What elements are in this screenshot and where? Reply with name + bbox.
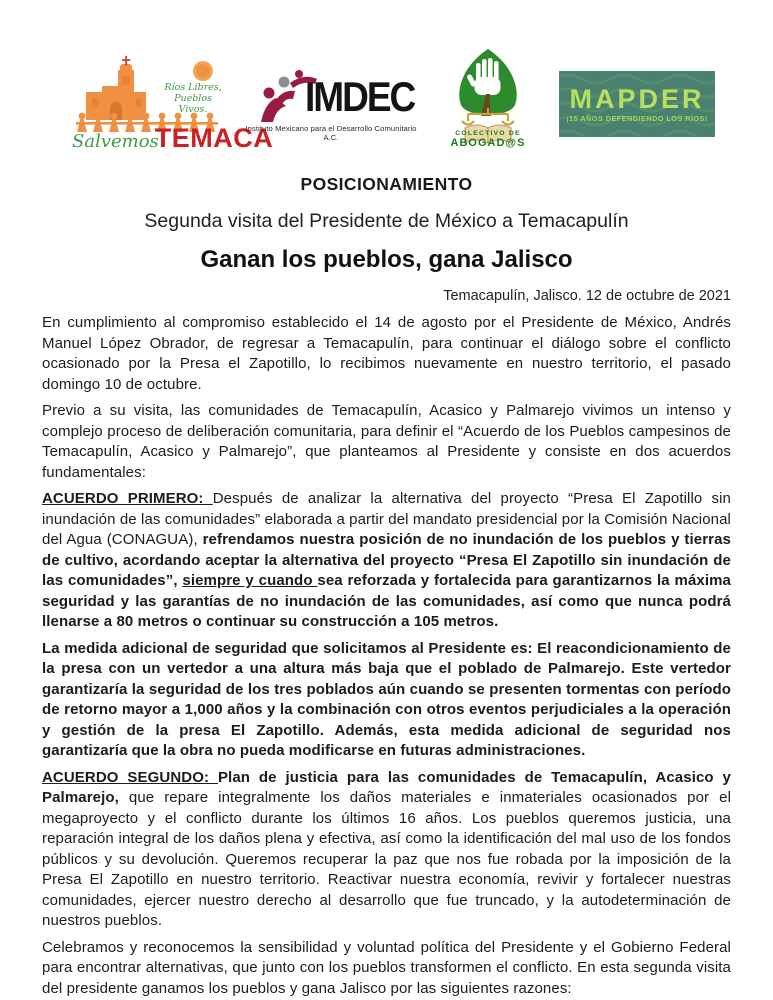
mapder-logo xyxy=(559,71,715,137)
paragraph-intro xyxy=(42,313,731,395)
imdec-full-name: Instituto Mexicano para el Desarrollo Comunitario A.C. xyxy=(245,124,417,142)
imdec-acronym: IMDEC xyxy=(305,74,415,120)
document-headline: Ganan los pueblos, gana Jalisco xyxy=(200,246,573,273)
logo-band xyxy=(72,48,715,160)
paragraph-celebramos-text: Celebramos y reconocemos la sensibilidad y voluntad política del Presidente y el Gobierno Federal para encontrar alternativas, que junto con los pueblos transformen el conflicto. En esta segunda visita del presidente ganamos los pueblos y gana Jalisco por las siguientes razones: xyxy=(42,938,731,997)
acuerdo-segundo-bold: Plan de justicia para las comunidades de Temacapulín, Acasico y Palmarejo, xyxy=(42,768,731,806)
abogados-line2: ABOGAD@S xyxy=(450,137,526,149)
temaca-slogan-line1: Ríos Libres, xyxy=(164,82,222,93)
acuerdo-segundo-label: ACUERDO SEGUNDO: xyxy=(42,768,218,786)
abogados-line1: COLECTIVO DE xyxy=(455,130,521,137)
paragraph-acuerdo-primero xyxy=(42,489,731,633)
temaca-name: TEMACA xyxy=(154,123,274,153)
paragraph-previo-text: Previo a su visita, las comunidades de Temacapulín, Acasico y Palmarejo vivimos un intenso y complejo proceso de deliberación comunitaria, para definir el “Acuerdo de los Pueblos campesinos de Temacapulín, Acasico y Palmarejo”, que planteamos al Presidente y consiste en dos acuerdos fundamentales: xyxy=(42,402,731,481)
temaca-wordmark xyxy=(72,123,273,154)
paragraph-intro-text: En cumplimiento al compromiso establecido el 14 de agosto por el Presidente de México, Andrés Manuel López Obrador, de regresar a Temacapulín, para continuar el diálogo sobre el conflicto ocasionado por la Presa el Zapotillo, lo recibimos nuevamente en nuestro territorio, el pasado domingo 10 de octubre. xyxy=(42,314,731,393)
paragraph-medida-text: La medida adicional de seguridad que solicitamos al Presidente es: El reacondicionamiento de la presa con un vertedor a una altura más baja que el poblado de Palmarejo. Este vertedor garantizaría la seguridad de los tres poblados aún cuando se presenten tormentas con período de retorno mayor a 1,000 años y la combinación con otros eventos perjudiciales a la operación y gestión de la presa El Zapotillo. Además, esta medida adicional de seguridad nos garantizaría que la obra no pueda modificarse en futuras administraciones. xyxy=(42,639,731,759)
imdec-logo xyxy=(245,60,417,148)
mapder-name: MAPDER xyxy=(569,83,705,114)
acuerdo-primero-regular: Después de analizar la alternativa del proyecto “Presa El Zapotillo sin inundación de las comunidades” elaborada a partir del mandato presidencial por la Comisión Nacional del Agua (CONAGUA), xyxy=(42,490,732,548)
acuerdo-primero-underline: siempre y cuando xyxy=(182,572,318,589)
acuerdo-primero-bold-2: sea reforzada y fortalecida para garantizarnos la máxima seguridad y las garantías de no inundación de las comunidades, así como que nunca podrá llenarse a 80 metros o continuar su construcción a 105 metros. xyxy=(42,572,731,630)
temaca-slogan-line2: Pueblos Vivos. xyxy=(174,93,212,115)
acuerdo-primero-label: ACUERDO PRIMERO: xyxy=(42,490,213,507)
body-text xyxy=(42,313,731,999)
abogados-logo xyxy=(438,48,538,160)
dateline: Temacapulín, Jalisco. 12 de octubre de 2021 xyxy=(443,288,731,304)
paragraph-celebramos xyxy=(42,938,731,1000)
document-subtitle: Segunda visita del Presidente de México a Temacapulín xyxy=(144,210,629,232)
document-content xyxy=(0,288,773,999)
mapder-tagline: ¡15 AÑOS DEFENDIENDO LOS RÍOS! xyxy=(566,113,708,123)
document-kicker: POSICIONAMIENTO xyxy=(300,174,473,194)
temaca-logo xyxy=(72,54,274,154)
temaca-slogan xyxy=(162,82,224,115)
paragraph-acuerdo-segundo xyxy=(42,768,731,932)
paragraph-previo xyxy=(42,401,731,483)
acuerdo-primero-bold-1: refrendamos nuestra posición de no inundación de los pueblos y tierras de cultivo, acordando aceptar la alternativa del proyecto “Presa El Zapotillo sin inundación de las comunidades”, xyxy=(42,531,731,589)
paragraph-medida-adicional xyxy=(42,639,731,762)
acuerdo-segundo-regular: que repare integralmente los daños materiales e inmateriales ocasionados por el megaproyecto y el conflicto durante los últimos 16 años. Los pueblos queremos justicia, una reparación integral de los daños plena y efectiva, así como la identificación del mal uso de los fondos públicos y su devolución. Queremos recuperar la paz que nos fue robada por la imposición de la Presa El Zapotillo en nuestro territorio. Reactivar nuestra economía, revivir y fortalecer nuestras comunidades, ejercer nuestro derecho al desarrollo que fue truncado, y la autodeterminación de nuestros pueblos. xyxy=(42,789,732,929)
temaca-script-word: Salvemos xyxy=(72,131,159,152)
